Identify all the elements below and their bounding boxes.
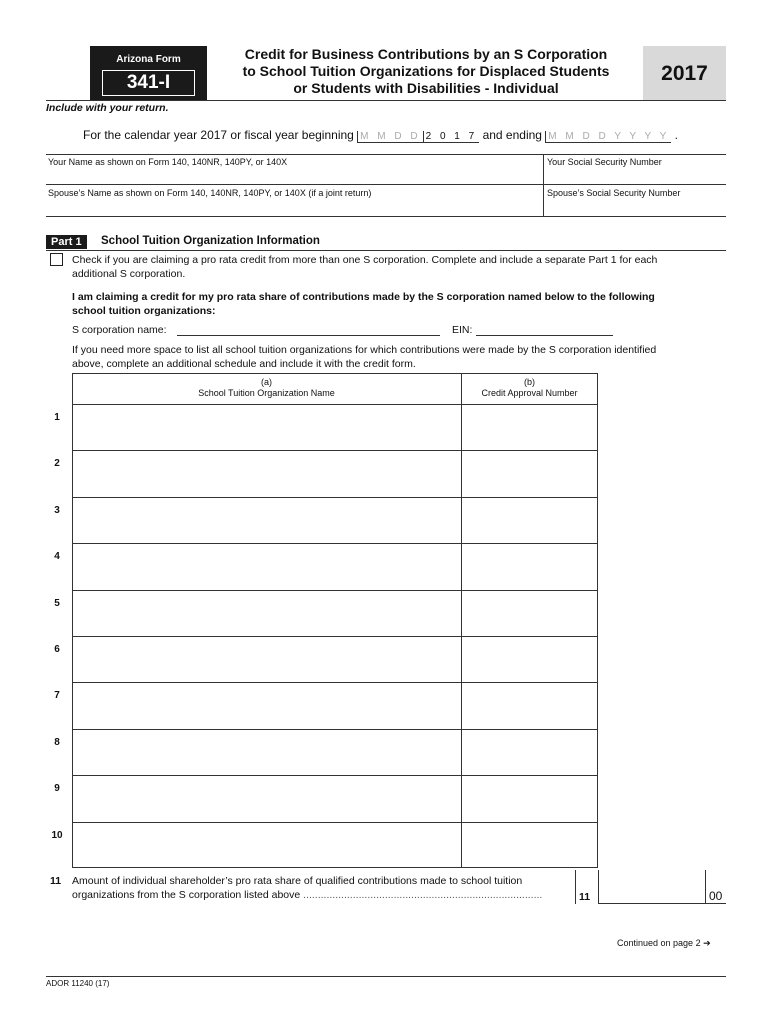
col-a-letter: (a): [261, 377, 272, 387]
credit-approval-input[interactable]: [462, 544, 597, 588]
credit-approval-input[interactable]: [462, 730, 597, 774]
line-11-number: 11: [50, 875, 62, 887]
spouse-name-field[interactable]: Spouse’s Name as shown on Form 140, 140NR, 140PY, or 140X (if a joint return): [48, 188, 372, 198]
part-1-label: Part 1: [46, 235, 87, 249]
ein-label: EIN:: [452, 324, 473, 336]
rule: [46, 184, 726, 185]
more-space-note: [72, 343, 727, 371]
divider: [543, 154, 544, 216]
row-number: 9: [54, 783, 60, 795]
sto-name-input[interactable]: [73, 591, 460, 635]
rule: [46, 216, 726, 217]
line-11-cents-divider: [705, 870, 706, 904]
row-number: 2: [54, 458, 60, 470]
credit-approval-input[interactable]: [462, 451, 597, 495]
multiple-scorp-checkbox[interactable]: [50, 253, 63, 266]
credit-approval-input[interactable]: [462, 591, 597, 635]
footer-rule: [46, 976, 726, 977]
credit-approval-input[interactable]: [462, 637, 597, 681]
sto-name-input[interactable]: [73, 544, 460, 588]
row-number: 10: [51, 829, 63, 841]
title-line-1: Credit for Business Contributions by an S Corporation: [244, 46, 608, 62]
credit-approval-input[interactable]: [462, 823, 597, 867]
sto-name-input[interactable]: [73, 823, 460, 867]
line-11-text: [72, 874, 572, 902]
sto-name-input[interactable]: [73, 730, 460, 774]
title-line-2: to School Tuition Organizations for Displaced Students: [242, 63, 610, 79]
row-number: 6: [54, 644, 60, 655]
sto-name-input[interactable]: [73, 451, 460, 495]
row-number: 5: [54, 597, 60, 609]
form-number-box: [90, 46, 207, 100]
ein-input[interactable]: [476, 335, 613, 336]
spouse-ssn-field[interactable]: Spouse’s Social Security Number: [547, 188, 681, 198]
line-11-amount-input[interactable]: [600, 872, 705, 902]
part-rule: [46, 250, 726, 251]
credit-approval-input[interactable]: [462, 776, 597, 820]
title-line-3: or Students with Disabilities - Individual: [293, 80, 559, 96]
end-date-field[interactable]: M M D D Y Y Y Y: [545, 131, 671, 143]
line-11-box-left: [575, 870, 576, 904]
col-b-header: [461, 377, 598, 399]
checkbox-text-1: Check if you are claiming a pro rata credit from more than one S corporation. Complete and include a separate Part 1 for each: [72, 254, 658, 266]
and-ending-label: and ending: [482, 128, 542, 142]
form-label: Arizona Form: [116, 54, 181, 65]
form-number: 341-I: [102, 70, 195, 96]
line-11-text-2: organizations from the S corporation listed above: [72, 889, 301, 901]
scorp-name-label: S corporation name:: [72, 324, 167, 336]
line-11-bottom: [598, 903, 726, 904]
row-number: 3: [54, 504, 60, 516]
form-title: [210, 46, 642, 97]
col-b-letter: (b): [524, 377, 535, 387]
calendar-prefix: For the calendar year 2017 or fiscal year beginning: [83, 128, 354, 142]
your-ssn-field[interactable]: Your Social Security Number: [547, 157, 662, 167]
claim-1: I am claiming a credit for my pro rata share of contributions made by the S corporation named below to the following: [72, 291, 655, 303]
period: .: [674, 128, 678, 142]
begin-mmdd-field[interactable]: M M D D: [357, 131, 422, 143]
line-11-box-label: 11: [579, 891, 591, 903]
credit-approval-input[interactable]: [462, 405, 597, 449]
sto-name-input[interactable]: [73, 405, 460, 449]
credit-approval-input[interactable]: [462, 683, 597, 727]
checkbox-text: [72, 253, 727, 281]
sto-name-input[interactable]: [73, 776, 460, 820]
space-note-2: above, complete an additional schedule and include it with the credit form.: [72, 358, 416, 370]
sto-name-input[interactable]: [73, 498, 460, 542]
credit-approval-input[interactable]: [462, 498, 597, 542]
claim-statement: [72, 290, 727, 318]
col-b-name: Credit Approval Number: [481, 388, 578, 398]
claim-2: school tuition organizations:: [72, 305, 216, 317]
space-note-1: If you need more space to list all school tuition organizations for which contributions were made by the S corporation identified: [72, 344, 657, 356]
begin-year-field[interactable]: 2 0 1 7: [423, 131, 480, 143]
form-code: ADOR 11240 (17): [46, 979, 110, 988]
line-11-text-1: Amount of individual shareholder’s pro rata share of qualified contributions made to school tuition: [72, 875, 523, 887]
sto-name-input[interactable]: [73, 683, 460, 727]
scorp-name-input[interactable]: [177, 335, 440, 336]
checkbox-text-2: additional S corporation.: [72, 268, 186, 280]
continued-note: Continued on page 2 ➔: [617, 938, 711, 948]
sto-name-input[interactable]: [73, 637, 460, 681]
row-number: 1: [54, 412, 60, 423]
col-a-header: [72, 377, 461, 399]
your-name-field[interactable]: Your Name as shown on Form 140, 140NR, 140PY, or 140X: [48, 157, 288, 167]
rule: [46, 154, 726, 155]
leader-dots: ..................................................................................: [300, 889, 543, 901]
line-11-amount-left: [598, 870, 599, 904]
calendar-year-line: [83, 128, 678, 143]
row-number: 7: [54, 690, 60, 702]
part-1-title: School Tuition Organization Information: [101, 235, 320, 247]
col-a-name: School Tuition Organization Name: [198, 388, 335, 398]
row-number: 4: [54, 551, 60, 563]
header-rule: [46, 100, 726, 101]
row-number: 8: [54, 736, 60, 748]
tax-year: 2017: [643, 46, 726, 100]
include-note: Include with your return.: [46, 102, 169, 114]
line-11-cents: 00: [709, 889, 723, 903]
